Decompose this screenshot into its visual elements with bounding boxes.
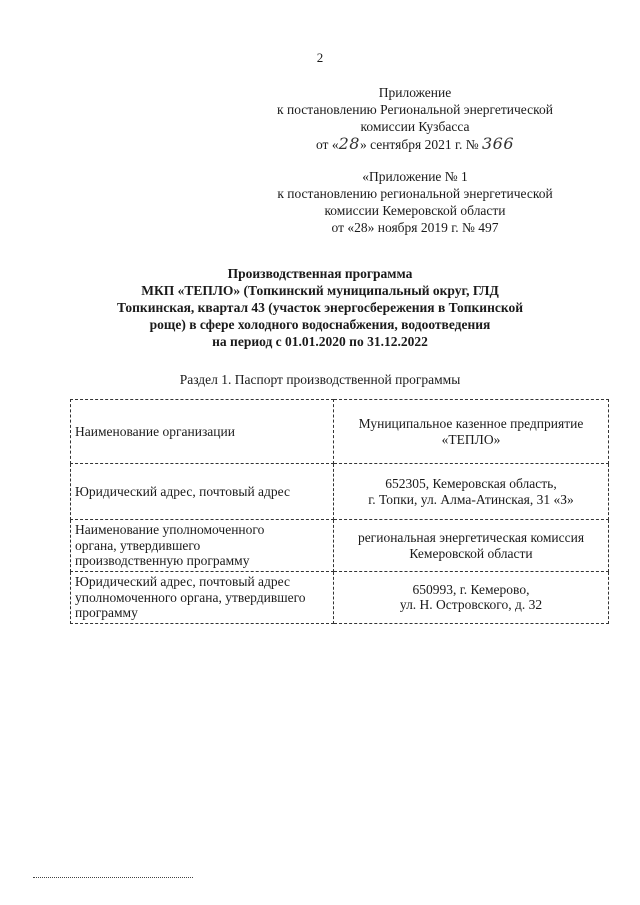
appendix-line: «Приложение № 1 xyxy=(362,169,468,184)
table-cell-value: 652305, Кемеровская область, г. Топки, ул. Алма-Атинская, 31 «З» xyxy=(334,464,609,520)
document-title xyxy=(90,265,550,350)
appendix-line: от «28» ноября 2019 г. № 497 xyxy=(331,220,499,235)
table-cell-label: Юридический адрес, почтовый адрес уполномоченного органа, утвердившего программу xyxy=(71,572,334,624)
table-cell-label: Наименование уполномоченного органа, утвердившего производственную программу xyxy=(71,520,334,572)
title-line: Производственная программа xyxy=(227,266,413,281)
table-cell-label: Наименование организации xyxy=(71,400,334,464)
appendix-line: Приложение xyxy=(378,85,452,100)
table-row xyxy=(71,572,609,624)
handwritten-day: 28 xyxy=(338,134,360,153)
title-line: МКП «ТЕПЛО» (Топкинский муниципальный округ, ГЛД xyxy=(141,283,499,298)
appendix-line: к постановлению региональной энергетической xyxy=(277,186,553,201)
table-cell-value: Муниципальное казенное предприятие «ТЕПЛО» xyxy=(334,400,609,464)
table-row xyxy=(71,464,609,520)
original-appendix-header xyxy=(245,168,585,236)
handwritten-number: 366 xyxy=(481,134,515,153)
title-line: роще) в сфере холодного водоснабжения, водоотведения xyxy=(149,317,491,332)
appendix-header xyxy=(245,84,585,153)
table-cell-label: Юридический адрес, почтовый адрес xyxy=(71,464,334,520)
appendix-line: к постановлению Региональной энергетической xyxy=(277,102,553,117)
title-line: на период с 01.01.2020 по 31.12.2022 xyxy=(212,334,428,349)
section-heading: Раздел 1. Паспорт производственной программы xyxy=(179,372,461,387)
title-line: Топкинская, квартал 43 (участок энергосбережения в Топкинской xyxy=(117,300,523,315)
footer-divider xyxy=(33,877,193,878)
appendix-line: комиссии Кемеровской области xyxy=(324,203,506,218)
appendix-date-line: от «28» сентября 2021 г. № 366 xyxy=(315,134,515,153)
table-row xyxy=(71,520,609,572)
appendix-line: комиссии Кузбасса xyxy=(360,119,470,134)
table-row xyxy=(71,400,609,464)
table-cell-value: 650993, г. Кемерово, ул. Н. Островского, д. 32 xyxy=(334,572,609,624)
table-cell-value: региональная энергетическая комиссия Кемеровской области xyxy=(334,520,609,572)
passport-table xyxy=(70,399,609,624)
page-number: 2 xyxy=(316,50,324,65)
